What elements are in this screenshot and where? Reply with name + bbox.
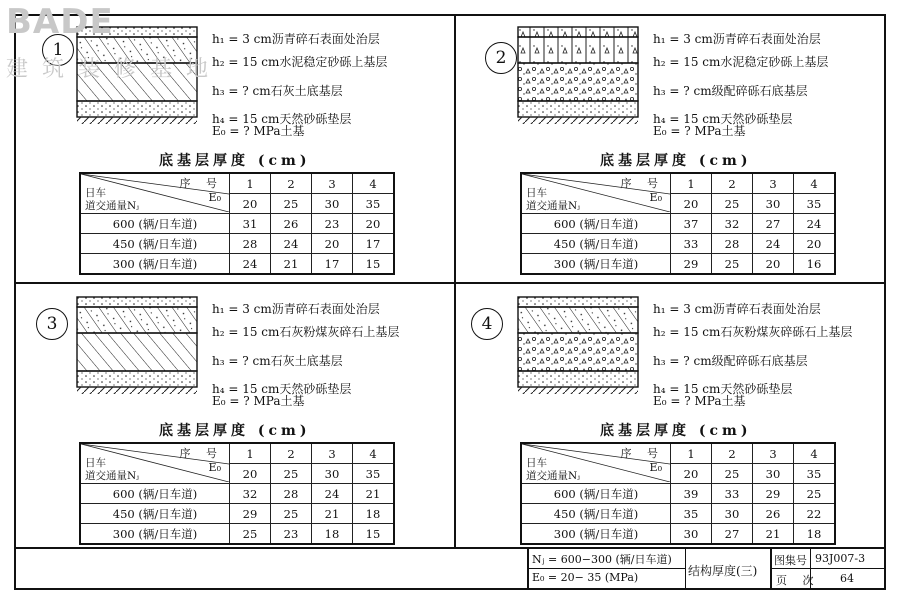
thickness-value: 17 [312, 254, 353, 275]
e0-value: 30 [753, 464, 794, 484]
thickness-value: 15 [353, 254, 395, 275]
e0-value: 35 [353, 194, 395, 214]
table-header-diagonal-cell [80, 173, 230, 214]
thickness-value: 25 [712, 254, 753, 275]
column-number: 1 [671, 173, 712, 194]
table-row [521, 234, 835, 254]
thickness-table [79, 442, 395, 545]
thickness-value: 17 [353, 234, 395, 254]
layer-h1 [518, 27, 638, 37]
layer-h2 [77, 307, 197, 333]
panel-number-circle: 3 [36, 308, 68, 340]
table-row [80, 524, 394, 545]
table-row [80, 214, 394, 234]
structure-panel-3 [14, 284, 454, 552]
layer-label-5: E₀ = ? MPa土基 [212, 124, 305, 138]
table-header-e0-label: E₀ [649, 191, 662, 204]
table-header-diagonal-cell [521, 443, 671, 484]
traffic-volume-label: 300 (辆/日车道) [80, 524, 230, 545]
subgrade-hatch [77, 117, 197, 124]
thickness-value: 30 [712, 504, 753, 524]
thickness-value: 21 [753, 524, 794, 545]
layer-label-2: h₂ = 15 cm石灰粉煤灰碎石上基层 [212, 325, 400, 339]
thickness-value: 21 [271, 254, 312, 275]
thickness-value: 24 [312, 484, 353, 504]
column-number: 3 [312, 173, 353, 194]
table-title: 底基层厚度 (cm) [600, 423, 752, 439]
panel-number-circle: 2 [485, 42, 517, 74]
table-row [521, 504, 835, 524]
column-number: 4 [794, 443, 836, 464]
thickness-value: 28 [712, 234, 753, 254]
column-number: 2 [712, 443, 753, 464]
thickness-value: 21 [312, 504, 353, 524]
table-header-traffic-label-2: 道交通量Nⱼ [526, 200, 580, 212]
table-row [80, 504, 394, 524]
table-header-diagonal-cell [521, 173, 671, 214]
column-number: 2 [712, 173, 753, 194]
layer-label-4: h₄ = 15 cm天然砂砾垫层 [212, 112, 352, 126]
atlas-label: 图集号 [774, 554, 807, 567]
e0-value: 20 [230, 464, 271, 484]
e0-value: 30 [312, 464, 353, 484]
thickness-value: 20 [312, 234, 353, 254]
traffic-volume-label: 450 (辆/日车道) [80, 234, 230, 254]
table-header-traffic-label-2: 道交通量Nⱼ [85, 200, 139, 212]
e0-value: 25 [271, 464, 312, 484]
thickness-value: 24 [794, 214, 836, 234]
thickness-value: 20 [753, 254, 794, 275]
table-header-e0-label: E₀ [208, 461, 221, 474]
thickness-value: 18 [312, 524, 353, 545]
column-number: 2 [271, 443, 312, 464]
page-number: 64 [840, 572, 854, 585]
thickness-value: 26 [753, 504, 794, 524]
thickness-value: 30 [671, 524, 712, 545]
thickness-value: 33 [712, 484, 753, 504]
column-number: 1 [230, 173, 271, 194]
table-title: 底基层厚度 (cm) [159, 423, 311, 439]
table-header-traffic-label-1: 日车 [526, 187, 547, 199]
thickness-value: 29 [230, 504, 271, 524]
column-number: 3 [753, 443, 794, 464]
footer-rule [770, 568, 885, 569]
layer-label-3: h₃ = ? cm级配碎砾石底基层 [653, 84, 808, 98]
table-header-traffic-label-1: 日车 [85, 457, 106, 469]
traffic-volume-label: 300 (辆/日车道) [80, 254, 230, 275]
thickness-table [520, 442, 836, 545]
table-header-number-label: 序 号 [620, 447, 664, 460]
e0-value: 20 [671, 194, 712, 214]
e0-value: 25 [712, 194, 753, 214]
column-number: 4 [353, 443, 395, 464]
e0-value: 30 [312, 194, 353, 214]
thickness-value: 27 [753, 214, 794, 234]
thickness-value: 22 [794, 504, 836, 524]
thickness-table [79, 172, 395, 275]
layer-label-1: h₁ = 3 cm沥青碎石表面处治层 [212, 32, 380, 46]
thickness-value: 32 [712, 214, 753, 234]
layer-h3 [518, 63, 638, 101]
thickness-value: 37 [671, 214, 712, 234]
layer-h2 [518, 37, 638, 63]
thickness-value: 28 [230, 234, 271, 254]
layer-label-4: h₄ = 15 cm天然砂砾垫层 [653, 382, 793, 396]
thickness-value: 31 [230, 214, 271, 234]
table-header-e0-label: E₀ [649, 461, 662, 474]
e0-value: 25 [712, 464, 753, 484]
page-label: 页 次 [776, 574, 820, 587]
layer-h4 [518, 371, 638, 387]
table-header-e0-label: E₀ [208, 191, 221, 204]
layer-h1 [77, 297, 197, 307]
table-header-number-label: 序 号 [620, 177, 664, 190]
thickness-value: 33 [671, 234, 712, 254]
thickness-value: 35 [671, 504, 712, 524]
thickness-value: 29 [753, 484, 794, 504]
thickness-value: 20 [353, 214, 395, 234]
structure-panel-4 [455, 284, 895, 552]
table-header-diagonal-cell [80, 443, 230, 484]
subgrade-hatch [518, 387, 638, 394]
table-header-traffic-label-2: 道交通量Nⱼ [526, 470, 580, 482]
subgrade-hatch [518, 117, 638, 124]
footer-e0-range: E₀ = 20− 35 (MPa) [532, 571, 639, 584]
panel-number-circle: 4 [471, 308, 503, 340]
watermark-brand: BADE [6, 2, 114, 42]
thickness-value: 29 [671, 254, 712, 275]
table-row [521, 214, 835, 234]
pavement-layer-diagram [76, 296, 200, 404]
layer-h4 [518, 101, 638, 117]
traffic-volume-label: 450 (辆/日车道) [80, 504, 230, 524]
watermark-subtitle: 建筑装修基地 [6, 57, 223, 82]
footer-rule [685, 548, 686, 589]
table-header-number-label: 序 号 [179, 447, 223, 460]
thickness-value: 25 [271, 504, 312, 524]
traffic-volume-label: 300 (辆/日车道) [521, 254, 671, 275]
thickness-value: 24 [753, 234, 794, 254]
layer-label-4: h₄ = 15 cm天然砂砾垫层 [653, 112, 793, 126]
layer-h4 [77, 371, 197, 387]
traffic-volume-label: 450 (辆/日车道) [521, 234, 671, 254]
traffic-volume-label: 600 (辆/日车道) [80, 484, 230, 504]
layer-h3 [518, 333, 638, 371]
layer-label-5: E₀ = ? MPa土基 [653, 124, 746, 138]
thickness-value: 18 [794, 524, 836, 545]
pavement-layer-diagram [517, 296, 641, 404]
thickness-value: 25 [794, 484, 836, 504]
table-row [521, 524, 835, 545]
column-number: 1 [230, 443, 271, 464]
thickness-value: 23 [312, 214, 353, 234]
e0-value: 30 [753, 194, 794, 214]
layer-label-5: E₀ = ? MPa土基 [653, 394, 746, 408]
thickness-value: 32 [230, 484, 271, 504]
layer-h3 [77, 333, 197, 371]
layer-h1 [518, 297, 638, 307]
layer-label-1: h₁ = 3 cm沥青碎石表面处治层 [653, 32, 821, 46]
traffic-volume-label: 600 (辆/日车道) [521, 484, 671, 504]
layer-label-4: h₄ = 15 cm天然砂砾垫层 [212, 382, 352, 396]
table-row [521, 254, 835, 275]
e0-value: 35 [794, 194, 836, 214]
layer-h4 [77, 101, 197, 117]
thickness-value: 26 [271, 214, 312, 234]
table-header-traffic-label-1: 日车 [526, 457, 547, 469]
structure-panel-2 [455, 14, 895, 282]
table-row [80, 234, 394, 254]
table-header-traffic-label-1: 日车 [85, 187, 106, 199]
thickness-value: 18 [353, 504, 395, 524]
e0-value: 20 [671, 464, 712, 484]
pavement-layer-diagram [517, 26, 641, 134]
thickness-value: 28 [271, 484, 312, 504]
layer-label-1: h₁ = 3 cm沥青碎石表面处治层 [653, 302, 821, 316]
subgrade-hatch [77, 387, 197, 394]
table-row [80, 484, 394, 504]
thickness-value: 15 [353, 524, 395, 545]
column-number: 1 [671, 443, 712, 464]
thickness-value: 25 [230, 524, 271, 545]
column-number: 4 [794, 173, 836, 194]
table-header-number-label: 序 号 [179, 177, 223, 190]
layer-label-2: h₂ = 15 cm水泥稳定砂砾上基层 [212, 55, 388, 69]
thickness-value: 16 [794, 254, 836, 275]
layer-label-2: h₂ = 15 cm石灰粉煤灰碎砾石上基层 [653, 325, 853, 339]
layer-label-3: h₃ = ? cm石灰土底基层 [212, 84, 343, 98]
column-number: 3 [753, 173, 794, 194]
column-number: 4 [353, 173, 395, 194]
thickness-value: 27 [712, 524, 753, 545]
traffic-volume-label: 450 (辆/日车道) [521, 504, 671, 524]
traffic-volume-label: 300 (辆/日车道) [521, 524, 671, 545]
footer-nj-range: Nⱼ = 600−300 (辆/日车道) [532, 553, 672, 566]
thickness-value: 24 [230, 254, 271, 275]
table-header-traffic-label-2: 道交通量Nⱼ [85, 470, 139, 482]
layer-label-3: h₃ = ? cm石灰土底基层 [212, 354, 343, 368]
table-title: 底基层厚度 (cm) [159, 153, 311, 169]
layer-label-3: h₃ = ? cm级配碎砾石底基层 [653, 354, 808, 368]
thickness-value: 20 [794, 234, 836, 254]
column-number: 2 [271, 173, 312, 194]
thickness-value: 21 [353, 484, 395, 504]
table-row [521, 484, 835, 504]
thickness-value: 39 [671, 484, 712, 504]
thickness-table [520, 172, 836, 275]
drawing-title: 结构厚度(三) [688, 564, 758, 578]
footer-rule [527, 568, 685, 569]
layer-label-5: E₀ = ? MPa土基 [212, 394, 305, 408]
traffic-volume-label: 600 (辆/日车道) [80, 214, 230, 234]
traffic-volume-label: 600 (辆/日车道) [521, 214, 671, 234]
panel-number-circle: 1 [42, 34, 74, 66]
layer-label-1: h₁ = 3 cm沥青碎石表面处治层 [212, 302, 380, 316]
e0-value: 35 [353, 464, 395, 484]
layer-label-2: h₂ = 15 cm水泥稳定砂砾上基层 [653, 55, 829, 69]
e0-value: 20 [230, 194, 271, 214]
e0-value: 35 [794, 464, 836, 484]
e0-value: 25 [271, 194, 312, 214]
table-title: 底基层厚度 (cm) [600, 153, 752, 169]
table-row [80, 254, 394, 275]
layer-h2 [518, 307, 638, 333]
thickness-value: 24 [271, 234, 312, 254]
column-number: 3 [312, 443, 353, 464]
thickness-value: 23 [271, 524, 312, 545]
atlas-number: 93J007-3 [815, 552, 866, 565]
